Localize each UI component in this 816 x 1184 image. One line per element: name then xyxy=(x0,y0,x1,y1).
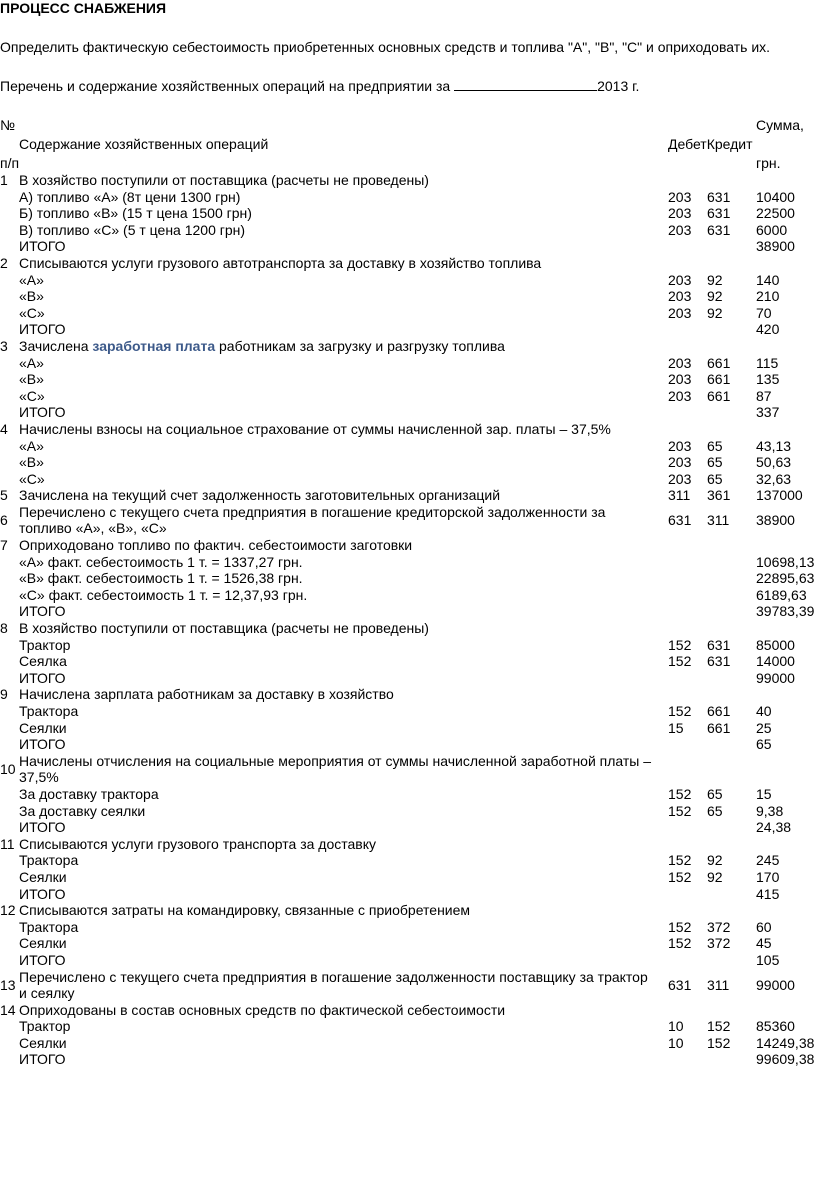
row-debit: 152 xyxy=(668,852,692,869)
row-number: 12 xyxy=(0,902,16,919)
row-description: ИТОГО xyxy=(19,1051,66,1068)
table-row xyxy=(0,255,816,272)
row-credit: 311 xyxy=(707,976,730,993)
row-credit: 631 xyxy=(707,205,731,222)
row-description: Сеялки xyxy=(19,1034,67,1051)
header-debit-credit: ДебетКредит xyxy=(668,136,753,152)
row-sum: 99000 xyxy=(756,669,795,686)
row-description: «В» факт. себестоимость 1 т. = 1526,38 грн. xyxy=(19,570,303,587)
row-sum: 39783,39 xyxy=(756,603,815,620)
row-debit: 203 xyxy=(668,288,692,305)
row-description: «В» xyxy=(19,288,44,305)
row-debit: 203 xyxy=(668,221,692,238)
row-description: «В» xyxy=(19,371,44,388)
row-description: ИТОГО xyxy=(19,321,66,338)
row-sum: 10698,13 xyxy=(756,553,815,570)
table-row xyxy=(0,338,816,355)
row-description: Б) топливо «В» (15 т цена 1500 грн) xyxy=(19,205,252,222)
table-row xyxy=(0,736,816,753)
row-debit: 152 xyxy=(668,802,692,819)
row-description: «А» xyxy=(19,354,44,371)
row-description: За доставку сеялки xyxy=(19,802,146,819)
row-sum: 337 xyxy=(756,404,780,421)
header-number: № xyxy=(0,117,16,133)
table-row xyxy=(0,404,816,421)
table-row xyxy=(0,305,816,322)
row-credit: 92 xyxy=(707,271,723,288)
row-sum: 9,38 xyxy=(756,802,784,819)
table-row xyxy=(0,554,816,571)
row-debit: 203 xyxy=(668,271,692,288)
row-description: Списываются услуги грузового автотранспорта за доставку в хозяйство топлива xyxy=(19,254,542,271)
row-credit: 65 xyxy=(707,454,723,471)
row-debit: 203 xyxy=(668,371,692,388)
row-debit: 10 xyxy=(668,1018,684,1035)
row-description: ИТОГО xyxy=(19,238,66,255)
row-number: 4 xyxy=(0,420,8,437)
row-sum: 14249,38 xyxy=(756,1034,815,1051)
table-row xyxy=(0,537,816,554)
row-credit: 631 xyxy=(707,221,731,238)
row-description: Перечислено с текущего счета предприятия в погашение кредиторской задолженности за топливо «А», «В», «С» xyxy=(19,503,606,537)
table-row xyxy=(0,670,816,687)
table-row xyxy=(0,587,816,604)
row-credit: 661 xyxy=(707,354,731,371)
table-row xyxy=(0,355,816,372)
table-row xyxy=(0,803,816,820)
row-description: «С» xyxy=(19,304,45,321)
row-description: ИТОГО xyxy=(19,819,66,836)
table-row xyxy=(0,1002,816,1019)
row-description: Начислены взносы на социальное страхование от суммы начисленной зар. платы – 37,5% xyxy=(19,420,611,437)
header-number-sub: п/п xyxy=(0,155,20,171)
row-sum: 99000 xyxy=(756,976,795,993)
row-sum: 65 xyxy=(756,736,772,753)
row-debit: 203 xyxy=(668,470,692,487)
period-text: Перечень и содержание хозяйственных операций на предприятии за xyxy=(0,78,451,94)
row-debit: 203 xyxy=(668,205,692,222)
table-row xyxy=(0,653,816,670)
row-sum: 420 xyxy=(756,321,780,338)
row-credit: 661 xyxy=(707,719,731,736)
row-credit: 92 xyxy=(707,288,723,305)
table-row xyxy=(0,1051,816,1068)
row-sum: 105 xyxy=(756,951,780,968)
row-credit: 631 xyxy=(707,653,731,670)
row-sum: 22895,63 xyxy=(756,570,815,587)
row-number: 13 xyxy=(0,976,16,993)
row-sum: 6000 xyxy=(756,221,788,238)
row-number: 6 xyxy=(0,511,8,528)
table-row xyxy=(0,487,816,504)
period-line xyxy=(0,78,639,95)
header-sum-unit: грн. xyxy=(756,155,781,171)
table-row xyxy=(0,272,816,289)
row-description: ИТОГО xyxy=(19,404,66,421)
row-sum: 135 xyxy=(756,371,780,388)
row-sum: 140 xyxy=(756,271,780,288)
row-description: Перечислено с текущего счета предприятия в погашение задолженности поставщику за трактор и сеялку xyxy=(19,968,648,1002)
table-row xyxy=(0,952,816,969)
row-description: А) топливо «А» (8т цени 1300 грн) xyxy=(19,188,241,205)
row-sum: 45 xyxy=(756,935,772,952)
row-sum: 10400 xyxy=(756,188,795,205)
row-description: Зачислена на текущий счет задолженность заготовительных организаций xyxy=(19,487,501,504)
row-description: «С» xyxy=(19,470,45,487)
row-debit: 203 xyxy=(668,387,692,404)
row-description xyxy=(19,338,659,355)
row-credit: 65 xyxy=(707,470,723,487)
row-credit: 661 xyxy=(707,703,731,719)
row-sum: 115 xyxy=(756,354,779,371)
table-row xyxy=(0,819,816,836)
row-description: Оприходовано топливо по фактич. себестоимости заготовки xyxy=(19,537,413,554)
row-credit: 92 xyxy=(707,852,723,869)
row-description: ИТОГО xyxy=(19,885,66,902)
row-debit: 15 xyxy=(668,719,684,736)
row-number: 2 xyxy=(0,254,8,271)
period-blank-field xyxy=(454,78,597,91)
table-row xyxy=(0,886,816,903)
row-description-text: работникам за загрузку и разгрузку топлива xyxy=(215,337,505,354)
row-credit: 152 xyxy=(707,1034,731,1051)
row-sum: 38900 xyxy=(756,238,795,255)
row-description: Трактора xyxy=(19,703,79,719)
row-credit: 661 xyxy=(707,387,731,404)
table-row xyxy=(0,836,816,853)
row-description: «С» xyxy=(19,387,45,404)
row-description: Сеялки xyxy=(19,719,67,736)
row-credit: 92 xyxy=(707,304,723,321)
row-description: ИТОГО xyxy=(19,669,66,686)
row-debit: 152 xyxy=(668,918,692,935)
row-debit: 203 xyxy=(668,437,692,454)
row-debit: 152 xyxy=(668,785,692,802)
row-description: За доставку трактора xyxy=(19,785,159,802)
row-description: «С» факт. себестоимость 1 т. = 12,37,93 грн. xyxy=(19,586,308,603)
row-debit: 631 xyxy=(668,976,692,993)
operations-table xyxy=(0,172,816,1068)
row-debit: 203 xyxy=(668,354,692,371)
table-row xyxy=(0,720,816,737)
row-description: Трактор xyxy=(19,636,71,653)
row-credit: 661 xyxy=(707,371,731,388)
table-row xyxy=(0,620,816,637)
header-sum: Сумма, xyxy=(756,117,804,133)
row-sum: 415 xyxy=(756,885,780,902)
row-credit: 631 xyxy=(707,188,731,205)
row-sum: 25 xyxy=(756,719,772,736)
table-row xyxy=(0,172,816,189)
row-number: 1 xyxy=(0,172,8,188)
row-description: Трактор xyxy=(19,1018,71,1035)
row-sum: 38900 xyxy=(756,511,795,528)
row-debit: 203 xyxy=(668,188,692,205)
table-row xyxy=(0,454,816,471)
table-row xyxy=(0,686,816,703)
row-description: Начислены отчисления на социальные мероприятия от суммы начисленной заработной платы – 37,5% xyxy=(19,752,652,786)
table-row xyxy=(0,869,816,886)
table-row xyxy=(0,371,816,388)
table-row xyxy=(0,753,816,786)
row-description: ИТОГО xyxy=(19,951,66,968)
row-sum: 14000 xyxy=(756,653,795,670)
row-description: Трактора xyxy=(19,918,79,935)
row-description: Списываются затраты на командировку, связанные с приобретением xyxy=(19,902,471,919)
row-credit: 152 xyxy=(707,1018,731,1035)
row-number: 8 xyxy=(0,620,8,637)
table-row xyxy=(0,852,816,869)
row-credit: 361 xyxy=(707,487,731,504)
table-row xyxy=(0,504,816,537)
row-number: 10 xyxy=(0,760,16,777)
row-number: 5 xyxy=(0,487,8,504)
period-year: 2013 г. xyxy=(597,78,640,94)
table-row xyxy=(0,786,816,803)
table-row xyxy=(0,222,816,239)
table-row xyxy=(0,421,816,438)
row-sum: 99609,38 xyxy=(756,1051,815,1068)
row-credit: 65 xyxy=(707,785,723,802)
row-credit: 311 xyxy=(707,511,730,528)
row-number: 11 xyxy=(0,835,15,852)
row-description: ИТОГО xyxy=(19,736,66,753)
row-description: Сеялки xyxy=(19,868,67,885)
task-description: Определить фактическую себестоимость приобретенных основных средств и топлива "А", "В", "С" и оприходовать их. xyxy=(0,39,771,55)
row-sum: 85360 xyxy=(756,1018,795,1035)
row-sum: 210 xyxy=(756,288,780,305)
row-description: Начислена зарплата работникам за доставку в хозяйство xyxy=(19,686,394,703)
row-debit: 203 xyxy=(668,454,692,471)
table-row xyxy=(0,471,816,488)
row-debit: 152 xyxy=(668,636,692,653)
row-sum: 6189,63 xyxy=(756,586,807,603)
row-description: «В» xyxy=(19,454,44,471)
table-row xyxy=(0,1035,816,1052)
row-credit: 372 xyxy=(707,935,731,952)
row-description: Оприходованы в состав основных средств по фактической себестоимости xyxy=(19,1001,506,1018)
row-sum: 15 xyxy=(756,785,772,802)
table-row xyxy=(0,238,816,255)
table-row xyxy=(0,969,816,1002)
row-sum: 43,13 xyxy=(756,437,792,454)
row-description: В) топливо «С» (5 т цена 1200 грн) xyxy=(19,221,246,238)
table-row xyxy=(0,1018,816,1035)
table-row xyxy=(0,288,816,305)
row-sum: 50,63 xyxy=(756,454,792,471)
table-row xyxy=(0,570,816,587)
table-row xyxy=(0,935,816,952)
row-sum: 70 xyxy=(756,304,772,321)
row-debit: 152 xyxy=(668,935,692,952)
row-description: В хозяйство поступили от поставщика (расчеты не проведены) xyxy=(19,172,429,188)
table-row xyxy=(0,919,816,936)
row-debit: 10 xyxy=(668,1034,684,1051)
row-sum: 32,63 xyxy=(756,470,792,487)
row-description: Сеялка xyxy=(19,653,67,670)
table-row xyxy=(0,603,816,620)
row-description-text: Зачислена xyxy=(19,337,93,354)
row-debit: 152 xyxy=(668,868,692,885)
header-content: Содержание хозяйственных операций xyxy=(19,136,269,152)
row-description: «А» xyxy=(19,437,44,454)
table-row xyxy=(0,321,816,338)
row-sum: 245 xyxy=(756,852,780,869)
row-sum: 40 xyxy=(756,703,772,719)
page-title: ПРОЦЕСС СНАБЖЕНИЯ xyxy=(0,0,167,16)
row-debit: 631 xyxy=(668,511,692,528)
row-credit: 372 xyxy=(707,918,731,935)
salary-link[interactable]: заработная плата xyxy=(92,337,216,354)
row-description: В хозяйство поступили от поставщика (расчеты не проведены) xyxy=(19,620,429,637)
row-sum: 24,38 xyxy=(756,819,792,836)
row-sum: 87 xyxy=(756,387,772,404)
table-row xyxy=(0,388,816,405)
table-row xyxy=(0,637,816,654)
row-description: «А» факт. себестоимость 1 т. = 1337,27 грн. xyxy=(19,553,303,570)
table-row xyxy=(0,703,816,720)
row-sum: 170 xyxy=(756,868,780,885)
row-number: 7 xyxy=(0,537,8,554)
row-sum: 22500 xyxy=(756,205,795,222)
row-description: Списываются услуги грузового транспорта за доставку xyxy=(19,835,377,852)
table-row xyxy=(0,902,816,919)
table-row xyxy=(0,189,816,206)
row-description: Трактора xyxy=(19,852,79,869)
table-row xyxy=(0,438,816,455)
row-credit: 92 xyxy=(707,868,723,885)
row-sum: 137000 xyxy=(756,487,803,504)
row-credit: 65 xyxy=(707,437,723,454)
row-debit: 311 xyxy=(668,487,691,504)
row-number: 3 xyxy=(0,337,8,354)
row-debit: 203 xyxy=(668,304,692,321)
row-credit: 631 xyxy=(707,636,731,653)
row-credit: 65 xyxy=(707,802,723,819)
row-number: 9 xyxy=(0,686,8,703)
row-sum: 85000 xyxy=(756,636,795,653)
row-description: Сеялки xyxy=(19,935,67,952)
row-debit: 152 xyxy=(668,653,692,670)
table-row xyxy=(0,205,816,222)
row-description: ИТОГО xyxy=(19,603,66,620)
row-sum: 60 xyxy=(756,918,772,935)
row-description: «А» xyxy=(19,271,44,288)
row-number: 14 xyxy=(0,1001,16,1018)
row-debit: 152 xyxy=(668,703,692,719)
